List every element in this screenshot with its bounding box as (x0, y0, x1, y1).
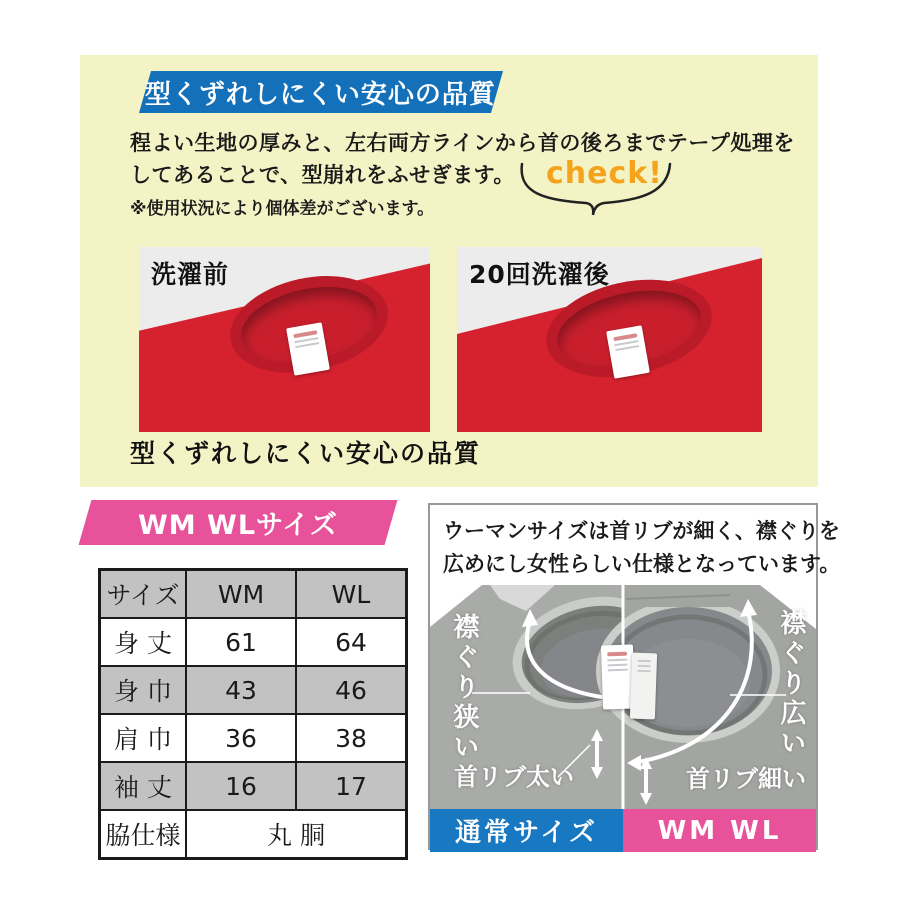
header-wl: WL (296, 570, 407, 619)
cell-wl: 46 (296, 666, 407, 714)
header-size: サイズ (100, 570, 187, 619)
normal-size-banner: 通常サイズ (430, 809, 623, 852)
cell-wl: 38 (296, 714, 407, 762)
woman-description-line2: 広めにし女性らしい仕様となっています。 (443, 552, 841, 576)
quality-panel (80, 55, 818, 487)
size-banner (79, 500, 398, 545)
check-brace-icon (516, 160, 676, 222)
header-wm: WM (186, 570, 296, 619)
photo-before-wash (139, 247, 430, 432)
rib-thin-label: 首リブ細い (686, 765, 806, 793)
care-tag (606, 326, 650, 380)
table-row (100, 762, 407, 810)
cell-wm: 43 (186, 666, 296, 714)
quality-banner (139, 71, 503, 113)
quality-banner-label: 型くずれしにくい安心の品質 (145, 79, 497, 110)
row-label: 袖 丈 (100, 762, 187, 810)
photo-after-wash (457, 247, 762, 432)
comparison-banners (430, 809, 816, 852)
quality-note: ※使用状況により個体差がございます。 (130, 199, 435, 219)
quality-description-line2: してあることで、型崩れをふせぎます。 (130, 163, 515, 187)
table-footer-row (100, 810, 407, 859)
row-label: 身 巾 (100, 666, 187, 714)
table-row (100, 666, 407, 714)
cell-wm: 61 (186, 618, 296, 666)
photo-before-label: 洗濯前 (151, 260, 230, 289)
neck-tag-right (630, 653, 657, 720)
cell-wm: 36 (186, 714, 296, 762)
table-row (100, 714, 407, 762)
woman-description-line1: ウーマンサイズは首リブが細く、襟ぐりを (443, 519, 840, 543)
cell-wm: 16 (186, 762, 296, 810)
collar-comparison-photo (430, 585, 816, 809)
cell-wl: 64 (296, 618, 407, 666)
row-label: 肩 巾 (100, 714, 187, 762)
neckline-narrow-label: 襟ぐり狭い (449, 613, 479, 763)
photo-after-label: 20回洗濯後 (469, 260, 610, 289)
rib-thick-label: 首リブ太い (454, 763, 574, 791)
size-table (98, 568, 408, 860)
size-banner-label: WM WLサイズ (138, 510, 338, 541)
row-label: 身 丈 (100, 618, 187, 666)
neckline-wide-label: 襟ぐり広い (776, 609, 806, 759)
wm-wl-banner: WM WL (623, 809, 816, 852)
table-row (100, 618, 407, 666)
footer-value: 丸 胴 (186, 810, 407, 859)
check-label: check! (546, 156, 663, 191)
quality-caption: 型くずれしにくい安心の品質 (130, 439, 482, 468)
cell-wl: 17 (296, 762, 407, 810)
footer-label: 脇仕様 (100, 810, 187, 859)
size-table-header-row (100, 570, 407, 619)
quality-description-line1: 程よい生地の厚みと、左右両方ラインから首の後ろまでテープ処理を (130, 131, 795, 155)
woman-size-panel (428, 503, 841, 850)
